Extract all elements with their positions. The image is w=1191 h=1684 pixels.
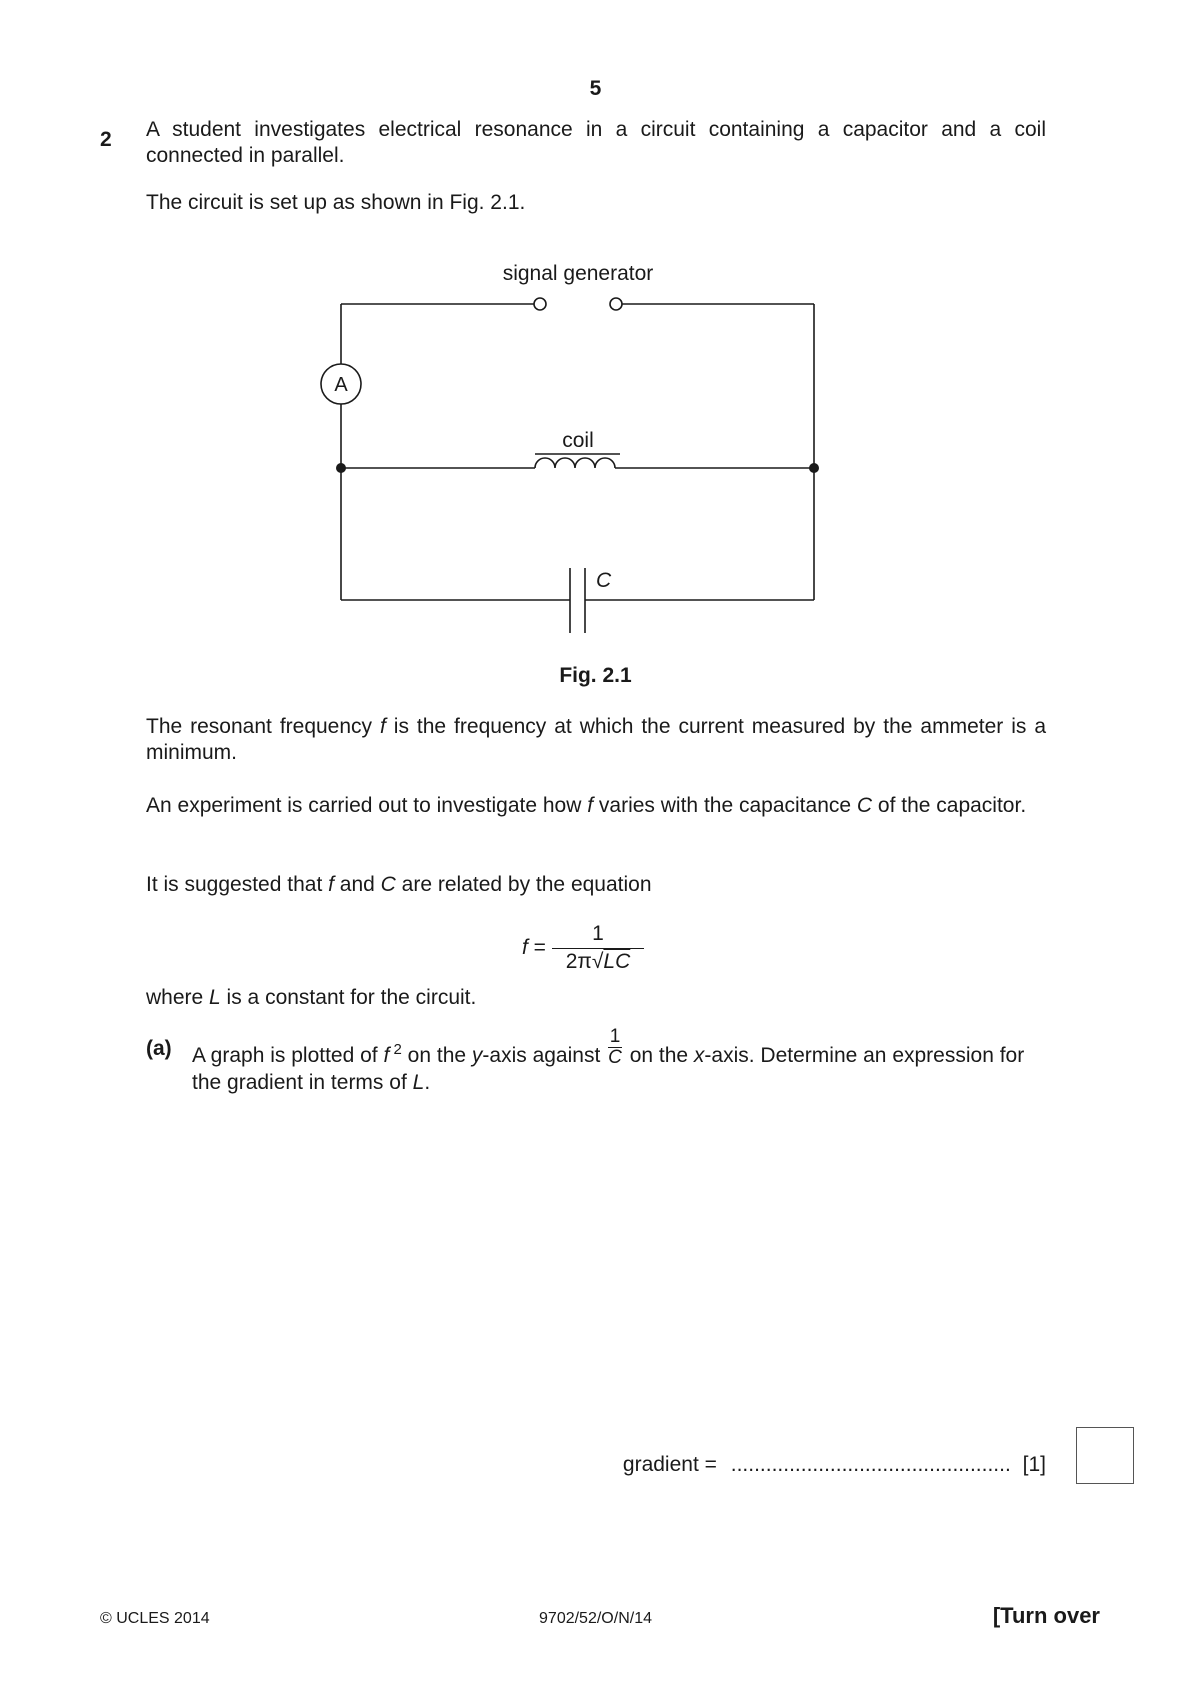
paper-code: 9702/52/O/N/14 xyxy=(539,1610,652,1627)
ammeter-label: A xyxy=(334,374,348,396)
coil-icon xyxy=(535,458,615,468)
answer-line xyxy=(623,1453,1046,1477)
reciprocal-c-fraction: $\frac{1}{C}$ xyxy=(608,1025,622,1068)
marks-label: [1] xyxy=(1022,1453,1046,1476)
generator-terminal-right xyxy=(610,298,622,310)
experiment-text: An experiment is carried out to investigate how f varies with the capacitance C of the capacitor. xyxy=(146,794,1027,817)
signal-generator-label: signal generator xyxy=(502,262,654,285)
question-number: 2 xyxy=(100,128,112,151)
page-number: 5 xyxy=(589,77,602,100)
junction-dot-right xyxy=(809,463,819,473)
part-a-text: A graph is plotted of f $^2$ on the y-axis against $\frac{1}{C}$ on the x-axis. Determine an expression for the gradient in terms of L. xyxy=(192,1025,1025,1094)
coil-label: coil xyxy=(562,429,594,452)
where-text: where L is a constant for the circuit. xyxy=(146,986,477,1009)
examiner-mark-box xyxy=(1076,1427,1134,1484)
setup-text: The circuit is set up as shown in Fig. 2.1. xyxy=(146,191,526,214)
suggested-text: It is suggested that f and C are related by the equation xyxy=(146,873,652,896)
figure-caption: Fig. 2.1 xyxy=(559,664,632,687)
circuit-diagram xyxy=(0,0,1191,700)
part-a-label: (a) xyxy=(146,1037,172,1060)
generator-terminal-left xyxy=(534,298,546,310)
turn-over: [Turn over xyxy=(992,1603,1100,1628)
copyright: © UCLES 2014 xyxy=(100,1610,210,1627)
junction-dot-left xyxy=(336,463,346,473)
answer-field[interactable]: ................................................ xyxy=(730,1453,1011,1476)
resonant-text: The resonant frequency f is the frequency at which the current measured by the ammeter is a minimum. xyxy=(146,715,1047,764)
answer-label: gradient = xyxy=(622,1453,717,1476)
question-intro: A student investigates electrical resonance in a circuit containing a capacitor and a coil connected in parallel. xyxy=(146,118,1046,167)
capacitor-label: C xyxy=(596,569,612,592)
